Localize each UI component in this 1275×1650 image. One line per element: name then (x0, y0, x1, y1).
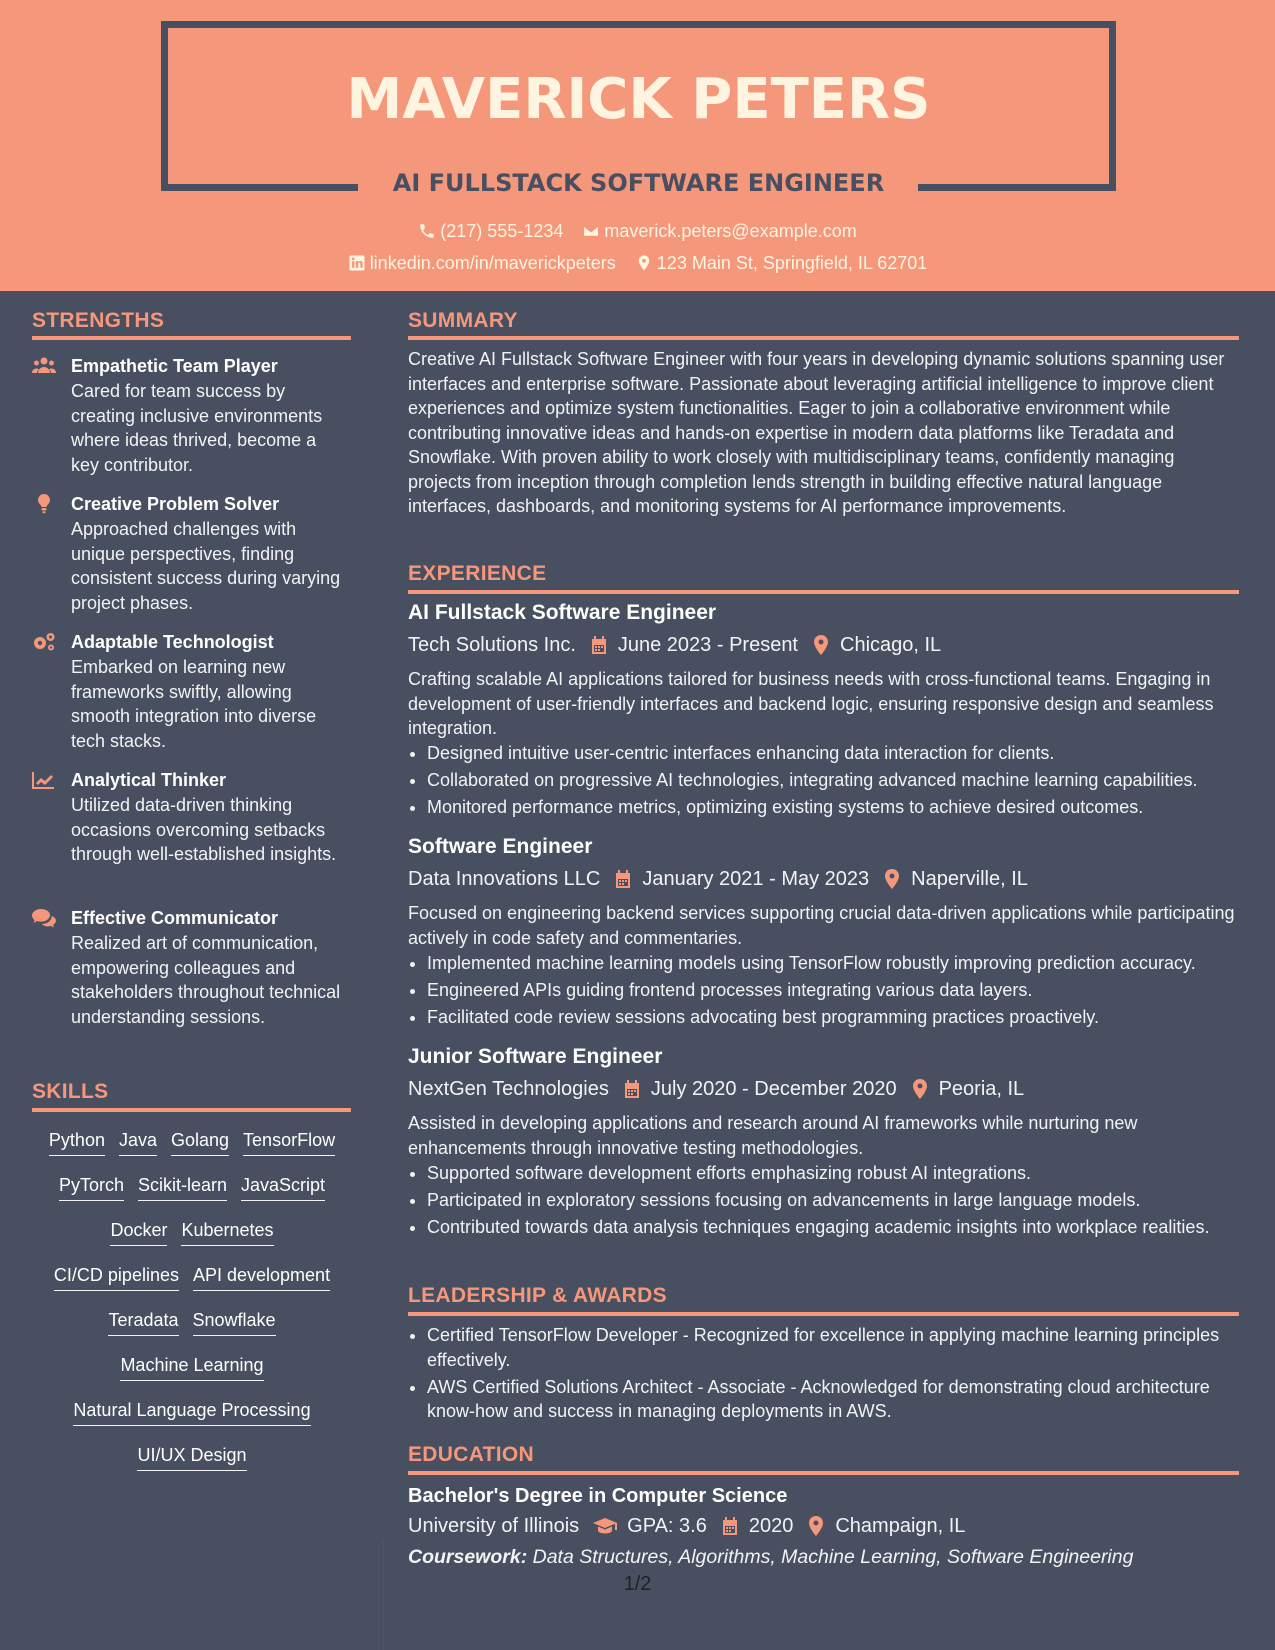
skills-rule (32, 1108, 351, 1112)
skills-heading: SKILLS (32, 1080, 109, 1103)
envelope-icon (582, 222, 600, 240)
skill-tag: JavaScript (241, 1173, 325, 1201)
page-number: 1/2 (623, 1573, 652, 1595)
coursework (408, 1543, 1258, 1571)
job-description: Focused on engineering backend services supporting crucial data-driven applications while participating actively in code safety and commentaries. (408, 903, 1235, 948)
job-description: Crafting scalable AI applications tailored for business needs with cross-functional teams. Engaging in development of user-friendly interfaces and backend logic, ensuring responsive design and seamless integration. (408, 669, 1214, 738)
strength-desc: Approached challenges with unique perspectives, finding consistent success during varying project phases. (71, 519, 341, 613)
contact-row-1 (0, 218, 1275, 247)
skills-row (32, 1443, 352, 1471)
calendar-icon (623, 1079, 641, 1099)
skills-row (32, 1263, 352, 1291)
skill-tag: Docker (110, 1218, 167, 1246)
strength-desc: Realized art of communication, empowering colleagues and stakeholders throughout technical understanding sessions. (71, 933, 341, 1027)
skill-tag: Python (49, 1128, 105, 1156)
users-icon (32, 356, 56, 376)
skill-tag: Golang (171, 1128, 229, 1156)
linkedin-text[interactable]: linkedin.com/in/maverickpeters (369, 253, 616, 273)
phone-icon (418, 222, 436, 240)
column-divider (383, 1540, 384, 1650)
map-pin-icon (812, 635, 830, 655)
map-pin-icon (911, 1079, 929, 1099)
education-rule (408, 1471, 1239, 1475)
strength-title: Creative Problem Solver (71, 494, 280, 514)
strengths-rule (32, 336, 351, 340)
job-bullets (408, 741, 1257, 822)
job-title: Software Engineer (408, 835, 593, 858)
skill-tag: CI/CD pipelines (54, 1263, 179, 1291)
skill-tag: API development (193, 1263, 330, 1291)
bullet-item: • Engineered APIs guiding frontend processes integrating various data layers. (427, 978, 1257, 1003)
email-contact[interactable] (582, 218, 856, 244)
skills-row (32, 1308, 352, 1336)
skills-row (32, 1398, 352, 1426)
job-company: Tech Solutions Inc. (408, 634, 576, 656)
lightbulb-icon (32, 494, 56, 514)
map-pin-icon (635, 254, 653, 272)
bullet-item: • Facilitated code review sessions advocating best programming practices proactively. (427, 1005, 1257, 1030)
job-location: Peoria, IL (938, 1078, 1025, 1100)
education-heading: EDUCATION (408, 1443, 534, 1466)
job-description: Assisted in developing applications and research around AI frameworks while nurturing new enhancements through innovative testing methodologies. (408, 1113, 1138, 1158)
graduation-cap-icon (593, 1516, 617, 1536)
skill-tag: Natural Language Processing (73, 1398, 310, 1426)
resume-header (0, 0, 1275, 291)
job-company: NextGen Technologies (408, 1078, 609, 1100)
summary-rule (408, 336, 1239, 340)
job-bullets (408, 951, 1257, 1032)
strength-title: Analytical Thinker (71, 770, 227, 790)
strength-title: Adaptable Technologist (71, 632, 274, 652)
skill-tag: TensorFlow (243, 1128, 335, 1156)
job-location: Naperville, IL (911, 868, 1028, 890)
skills-row (32, 1353, 352, 1381)
strength-title: Empathetic Team Player (71, 356, 278, 376)
bullet-item: • Participated in exploratory sessions focusing on advancements in large language models. (427, 1188, 1257, 1213)
bullet-item: • Implemented machine learning models using TensorFlow robustly improving prediction accuracy. (427, 951, 1257, 976)
skill-tag: Java (119, 1128, 157, 1156)
graduation-year: 2020 (748, 1515, 794, 1537)
email-text[interactable]: maverick.peters@example.com (604, 221, 857, 241)
contact-row-2 (0, 250, 1275, 279)
bullet-item: • Collaborated on progressive AI technologies, integrating advanced machine learning capabilities. (427, 768, 1257, 793)
job-dates: June 2023 - Present (617, 634, 798, 656)
linkedin-icon (348, 254, 366, 272)
phone-contact (418, 218, 563, 244)
awards-heading: LEADERSHIP & AWARDS (408, 1284, 667, 1307)
gpa-text: GPA: 3.6 (627, 1515, 707, 1537)
job-title: AI Fullstack Software Engineer (408, 601, 717, 624)
job-dates: January 2021 - May 2023 (642, 868, 870, 890)
strength-desc: Embarked on learning new frameworks swiftly, allowing smooth integration into diverse tech stacks. (71, 657, 317, 751)
job-meta (408, 631, 941, 659)
strength-desc: Utilized data-driven thinking occasions overcoming setbacks through well-established insights. (71, 795, 337, 864)
job-meta (408, 1075, 1024, 1103)
summary-text: Creative AI Fullstack Software Engineer with four years in developing dynamic solutions spanning user interfaces and enterprise software. Passionate about leveraging artificial intelligence to improve client experiences and optimize system functionalities. Eager to join a collaborative environment while contributing innovative ideas and hands-on expertise in modern data platforms like Teradata and Snowflake. With proven ability to work closely with multidisciplinary teams, confidently managing projects from inception through completion lends strength in building effective natural language interfaces, dashboards, and monitoring systems for AI performance improvements. (408, 349, 1225, 516)
calendar-icon (721, 1516, 739, 1536)
job-company: Data Innovations LLC (408, 868, 601, 890)
map-pin-icon (883, 869, 901, 889)
bullet-item: • Designed intuitive user-centric interfaces enhancing data interaction for clients. (427, 741, 1257, 766)
address-contact (635, 250, 928, 276)
skill-tag: Scikit-learn (138, 1173, 227, 1201)
job-bullets (408, 1161, 1257, 1242)
awards-rule (408, 1312, 1239, 1316)
gears-icon (32, 632, 56, 652)
candidate-name: MAVERICK PETERS (346, 67, 931, 132)
calendar-icon (590, 635, 608, 655)
strength-desc: Cared for team success by creating inclusive environments where ideas thrived, become a key contributor. (71, 381, 323, 475)
bullet-item: • Monitored performance metrics, optimizing existing systems to achieve desired outcomes. (427, 795, 1257, 820)
chart-line-icon (32, 770, 56, 790)
candidate-title: AI FULLSTACK SOFTWARE ENGINEER (392, 169, 885, 197)
awards-bullets (408, 1323, 1257, 1426)
job-meta (408, 865, 1028, 893)
linkedin-contact[interactable] (348, 250, 616, 276)
map-pin-icon (807, 1516, 825, 1536)
strengths-heading: STRENGTHS (32, 309, 165, 332)
phone-text: (217) 555-1234 (440, 221, 564, 241)
skill-tag: Teradata (108, 1308, 178, 1336)
coursework-label: Coursework: (408, 1546, 528, 1568)
degree-title: Bachelor's Degree in Computer Science (408, 1485, 788, 1507)
job-location: Chicago, IL (840, 634, 942, 656)
skill-tag: Kubernetes (181, 1218, 273, 1246)
bullet-item: • Contributed towards data analysis techniques engaging academic insights into workplace realities. (427, 1215, 1257, 1240)
skill-tag: PyTorch (59, 1173, 124, 1201)
job-dates: July 2020 - December 2020 (650, 1078, 897, 1100)
experience-rule (408, 590, 1239, 594)
experience-heading: EXPERIENCE (408, 562, 547, 585)
award-item: • AWS Certified Solutions Architect - Associate - Acknowledged for demonstrating cloud architecture know-how and success in managing deployments in AWS. (427, 1375, 1257, 1424)
job-title: Junior Software Engineer (408, 1045, 663, 1068)
strength-title: Effective Communicator (71, 908, 279, 928)
education-meta (408, 1512, 965, 1540)
school-name: University of Illinois (408, 1515, 580, 1537)
award-item: • Certified TensorFlow Developer - Recognized for excellence in applying machine learning principles effectively. (427, 1323, 1257, 1372)
skills-row (32, 1173, 352, 1201)
skill-tag: Snowflake (193, 1308, 276, 1336)
coursework-list: Data Structures, Algorithms, Machine Learning, Software Engineering (532, 1546, 1134, 1568)
summary-heading: SUMMARY (408, 309, 518, 332)
skill-tag: UI/UX Design (137, 1443, 246, 1471)
address-text: 123 Main St, Springfield, IL 62701 (656, 253, 928, 273)
skills-row (32, 1218, 352, 1246)
bullet-item: • Supported software development efforts emphasizing robust AI integrations. (427, 1161, 1257, 1186)
school-location: Champaign, IL (835, 1515, 966, 1537)
calendar-icon (614, 869, 632, 889)
comments-icon (32, 908, 56, 928)
skills-row (32, 1128, 352, 1156)
skill-tag: Machine Learning (120, 1353, 263, 1381)
